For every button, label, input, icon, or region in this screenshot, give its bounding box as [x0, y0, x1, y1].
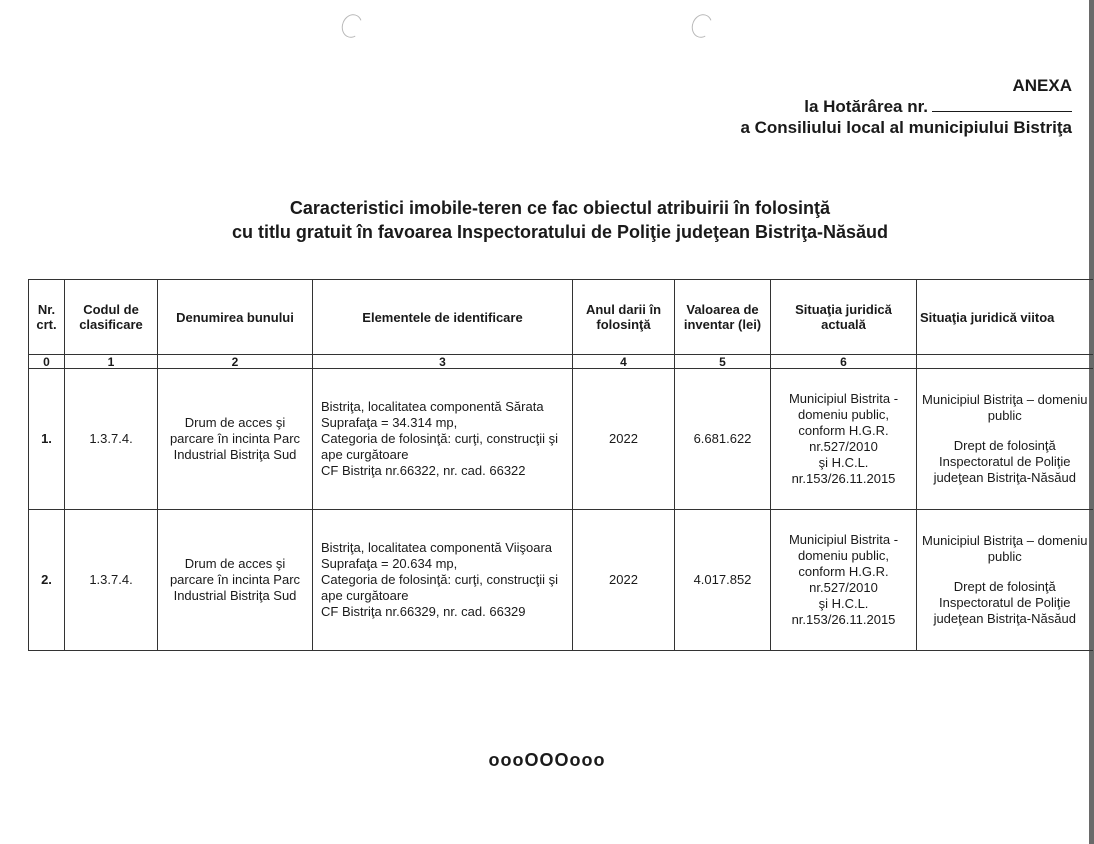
column-number: 0 [29, 355, 65, 369]
column-header: Codul de clasificare [65, 280, 158, 355]
annex-label: ANEXA [1012, 76, 1072, 95]
column-number: 5 [675, 355, 771, 369]
land-registry-line: CF Bistriţa nr.66322, nr. cad. 66322 [321, 463, 526, 478]
column-number-row [29, 355, 1093, 369]
identification-elements [313, 510, 573, 651]
future-status-owner: Municipiul Bistriţa – domeniu public [922, 533, 1088, 564]
category-line: Categoria de folosinţă: curţi, construcţii şi ape curgătoare [321, 431, 558, 462]
decision-reference [804, 96, 1072, 117]
current-status-hcl: şi H.C.L. nr.153/26.11.2015 [791, 596, 896, 627]
inventory-value: 6.681.622 [675, 369, 771, 510]
column-header: Elementele de identificare [313, 280, 573, 355]
table-header-row [29, 280, 1093, 355]
year-of-use: 2022 [573, 369, 675, 510]
column-header: Anul darii în folosinţă [573, 280, 675, 355]
end-ornament: oooOOOooo [488, 750, 606, 770]
asset-name: Drum de acces şi parcare în incinta Parc Industrial Bistriţa Sud [158, 369, 313, 510]
property-table [28, 279, 1093, 651]
column-number: 4 [573, 355, 675, 369]
council-reference: a Consiliului local al municipiului Bistriţa [740, 118, 1072, 137]
category-line: Categoria de folosinţă: curţi, construcţii şi ape curgătoare [321, 572, 558, 603]
current-status-hcl: şi H.C.L. nr.153/26.11.2015 [791, 455, 896, 486]
document-title-line-2: cu titlu gratuit în favoarea Inspectoratului de Poliţie judeţean Bistriţa-Năsăud [231, 222, 889, 242]
current-status-owner: Municipiul Bistrita - domeniu public, conform H.G.R. nr.527/2010 [788, 532, 899, 595]
future-status-owner: Municipiul Bistriţa – domeniu public [922, 392, 1088, 423]
future-status-use-right: Drept de folosinţă Inspectoratul de Poliţie judeţean Bistriţa-Năsăud [933, 438, 1076, 485]
identification-elements [313, 369, 573, 510]
column-header: Denumirea bunului [158, 280, 313, 355]
table-row [29, 369, 1093, 510]
current-legal-status [771, 510, 917, 651]
punch-hole-mark [688, 11, 715, 40]
year-of-use: 2022 [573, 510, 675, 651]
column-number: 3 [313, 355, 573, 369]
column-header: Situaţia juridică viitoa [917, 280, 1093, 355]
decision-number-blank [932, 96, 1072, 112]
punch-hole-mark [338, 11, 365, 40]
decision-label: la Hotărârea nr. [804, 97, 928, 116]
current-legal-status [771, 369, 917, 510]
classification-code: 1.3.7.4. [65, 510, 158, 651]
future-legal-status [917, 510, 1093, 651]
area-line: Suprafaţa = 20.634 mp, [321, 556, 458, 571]
column-number [917, 355, 1093, 369]
column-number: 6 [771, 355, 917, 369]
area-line: Suprafaţa = 34.314 mp, [321, 415, 458, 430]
classification-code: 1.3.7.4. [65, 369, 158, 510]
current-status-owner: Municipiul Bistrita - domeniu public, conform H.G.R. nr.527/2010 [788, 391, 899, 454]
row-number: 2. [29, 510, 65, 651]
asset-name: Drum de acces şi parcare în incinta Parc Industrial Bistriţa Sud [158, 510, 313, 651]
column-number: 2 [158, 355, 313, 369]
column-header: Situaţia juridică actuală [771, 280, 917, 355]
table-row [29, 510, 1093, 651]
column-header: Nr. crt. [29, 280, 65, 355]
inventory-value: 4.017.852 [675, 510, 771, 651]
future-status-use-right: Drept de folosinţă Inspectoratul de Poliţie judeţean Bistriţa-Năsăud [933, 579, 1076, 626]
column-header: Valoarea de inventar (lei) [675, 280, 771, 355]
column-number: 1 [65, 355, 158, 369]
document-title-line-1: Caracteristici imobile-teren ce fac obiectul atribuirii în folosinţă [289, 198, 831, 218]
land-registry-line: CF Bistriţa nr.66329, nr. cad. 66329 [321, 604, 526, 619]
location-line: Bistriţa, localitatea componentă Sărata [321, 399, 544, 414]
row-number: 1. [29, 369, 65, 510]
location-line: Bistriţa, localitatea componentă Viişoara [321, 540, 552, 555]
future-legal-status [917, 369, 1093, 510]
